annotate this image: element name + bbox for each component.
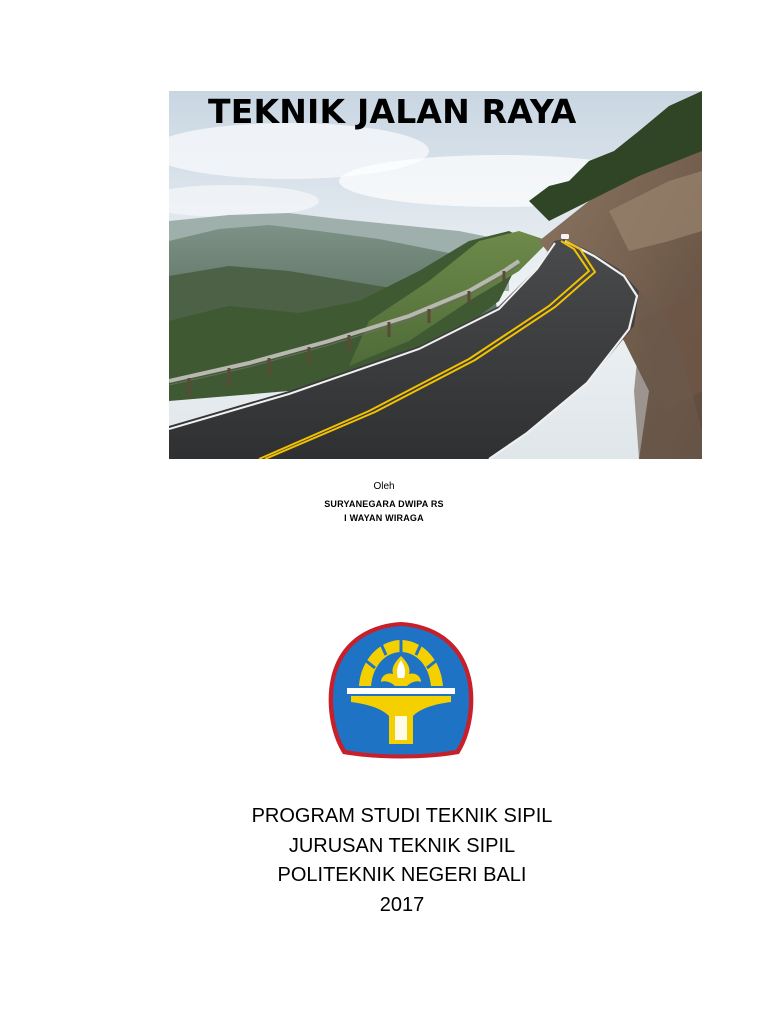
institution-name: POLITEKNIK NEGERI BALI bbox=[277, 864, 527, 886]
publication-year: 2017 bbox=[379, 894, 425, 916]
logo-emblem-icon bbox=[325, 620, 477, 762]
cover-photo bbox=[169, 91, 702, 459]
author-name: SURYANEGARA DWIPA RS bbox=[324, 499, 444, 509]
byline-label: Oleh bbox=[373, 481, 395, 492]
institution-program: PROGRAM STUDI TEKNIK SIPIL bbox=[251, 805, 553, 827]
mountain-road-illustration bbox=[169, 91, 702, 459]
politeknik-negeri-bali-logo bbox=[325, 620, 477, 762]
institution-department: JURUSAN TEKNIK SIPIL bbox=[288, 835, 516, 857]
author-name: I WAYAN WIRAGA bbox=[344, 513, 424, 523]
cover-title: TEKNIK JALAN RAYA bbox=[208, 92, 577, 131]
